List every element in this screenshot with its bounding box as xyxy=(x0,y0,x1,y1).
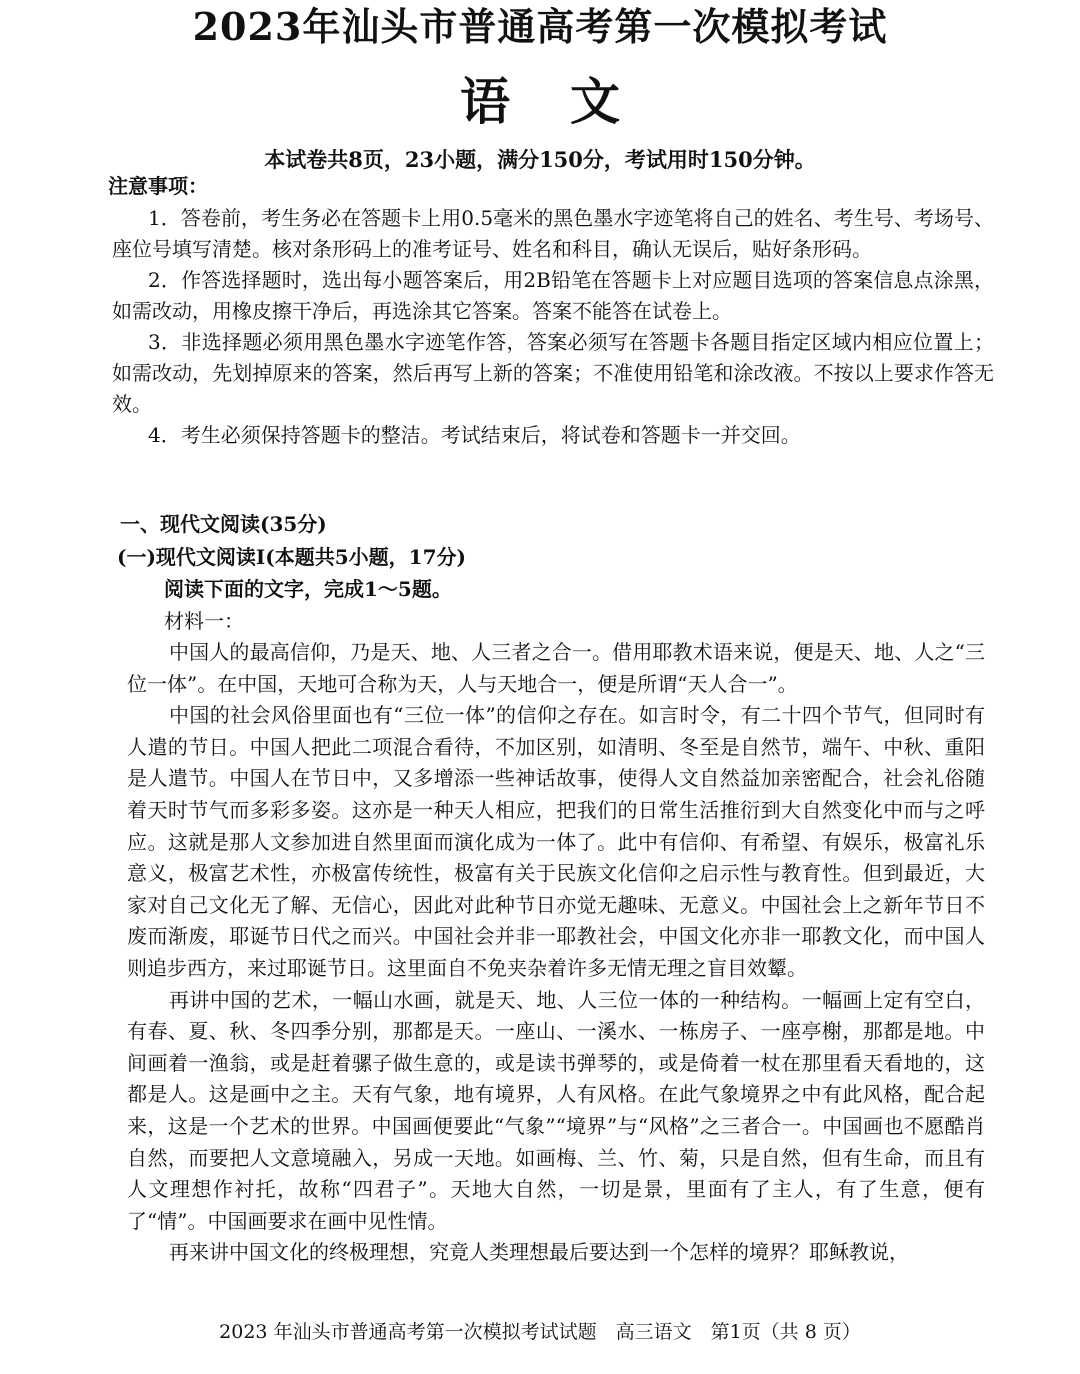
reading-instruction: 阅读下面的文字，完成1～5题。 xyxy=(164,577,452,601)
subsection-heading: (一)现代文阅读I(本题共5小题，17分) xyxy=(117,545,466,569)
notice-item: 2．作答选择题时，选出每小题答案后，用2B铅笔在答题卡上对应题目选项的答案信息点涂黑，如需改动，用橡皮擦干净后，再选涂其它答案。答案不能答在试卷上。 xyxy=(112,268,994,323)
notice-list xyxy=(112,203,994,451)
notice-item: 3．非选择题必须用黑色墨水字迹笔作答，答案必须写在答题卡各题目指定区域内相应位置上；如需改动，先划掉原来的答案，然后再写上新的答案；不准使用铅笔和涂改液。不按以上要求作答无效。 xyxy=(112,330,994,416)
passage-paragraph: 中国人的最高信仰，乃是天、地、人三者之合一。借用耶教术语来说，便是天、地、人之“三位一体”。在中国，天地可合称为天，人与天地合一，便是所谓“天人合一”。 xyxy=(127,640,985,696)
notice-item: 1．答卷前，考生务必在答题卡上用0.5毫米的黑色墨水字迹笔将自己的姓名、考生号、考场号、座位号填写清楚。核对条形码上的准考证号、姓名和科目，确认无误后，贴好条形码。 xyxy=(112,206,994,261)
notice-item: 4．考生必须保持答题卡的整洁。考试结束后，将试卷和答题卡一并交回。 xyxy=(148,423,801,447)
passage-paragraph: 中国的社会风俗里面也有“三位一体”的信仰之存在。如言时令，有二十四个节气，但同时有人遣的节日。中国人把此二项混合看待，不加区别，如清明、冬至是自然节，端午、中秋、重阳是人遣节。中国人在节日中，又多增添一些神话故事，使得人文自然益加亲密配合，社会礼俗随着天时节气而多彩多姿。这亦是一种天人相应，把我们的日常生活推衍到大自然变化中而与之呼应。这就是那人文参加进自然里面而演化成为一体了。此中有信仰、有希望、有娱乐，极富礼乐意义，极富艺术性，亦极富传统性，极富有关于民族文化信仰之启示性与教育性。但到最近，大家对自己文化无了解、无信心，因此对此种节日亦觉无趣味、无意义。中国社会上之新年节日不废而渐废，耶诞节日代之而兴。中国社会并非一耶教社会，中国文化亦非一耶教文化，而中国人则追步西方，来过耶诞节日。这里面自不免夹杂着许多无情无理之盲目效颦。 xyxy=(127,703,985,980)
passage-paragraph: 再来讲中国文化的终极理想，究竟人类理想最后要达到一个怎样的境界？耶稣教说， xyxy=(169,1240,909,1265)
reading-passage xyxy=(127,637,985,1269)
material-label: 材料一： xyxy=(164,609,244,633)
page-footer: 2023 年汕头市普通高考第一次模拟考试试题 高三语文 第1页（共 8 页） xyxy=(219,1321,861,1343)
exam-title: 2023年汕头市普通高考第一次模拟考试 xyxy=(192,4,888,49)
subject-title: 语文 xyxy=(460,72,680,131)
passage-paragraph: 再讲中国的艺术，一幅山水画，就是天、地、人三位一体的一种结构。一幅画上定有空白，有春、夏、秋、冬四季分别，那都是天。一座山、一溪水、一栋房子、一座亭榭，那都是地。中间画着一渔翁，或是赶着骡子做生意的，或是读书弹琴的，或是倚着一杖在那里看天看地的，这都是人。这是画中之主。天有气象，地有境界，人有风格。在此气象境界之中有此风格，配合起来，这是一个艺术的世界。中国画便要此“气象”“境界”与“风格”之三者合一。中国画也不愿酷肖自然，而要把人文意境融入，另成一天地。如画梅、兰、竹、菊，只是自然，但有生命，而且有人文理想作衬托，故称“四君子”。天地大自然，一切是景，里面有了主人，有了生意，便有了“情”。中国画要求在画中见性情。 xyxy=(127,987,985,1233)
section-heading: 一、现代文阅读(35分) xyxy=(120,512,327,536)
notice-heading: 注意事项： xyxy=(108,174,208,198)
exam-info: 本试卷共8页，23小题，满分150分，考试用时150分钟。 xyxy=(264,147,816,172)
